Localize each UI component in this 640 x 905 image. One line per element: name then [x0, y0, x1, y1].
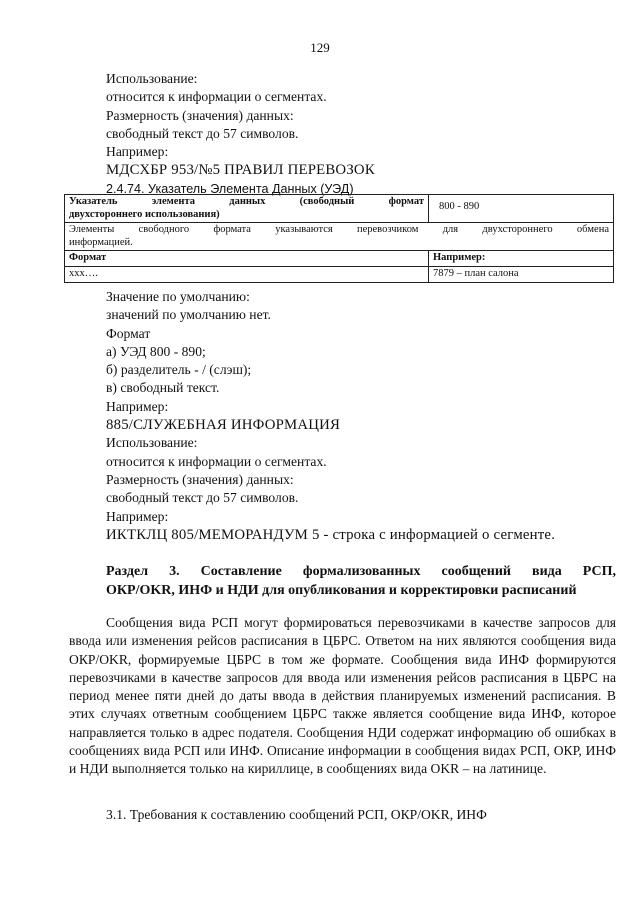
table-description-cell	[65, 223, 614, 251]
table-header-line2: двухстороннего использования)	[69, 208, 220, 220]
page-number: 129	[310, 40, 330, 55]
text-line: свободный текст до 57 символов.	[106, 125, 299, 141]
text-line: в) свободный текст.	[106, 380, 220, 396]
paragraph-text: Сообщения вида РСП могут формироваться перевозчиками в качестве запросов для ввода или изменения рейсов расписания в ЦБРС. Ответом на них являются сообщения вида ОКР/OKR, формируемые ЦБРС в том же формате. Сообщения вида ИНФ формируются перевозчиками в качестве запросов для ввода или изменения рейсов расписания в ЦБРС на период менее пяти дней до даты ввода в действия планируемых изменений расписания. В этих случаях ответным сообщением ЦБРС также является сообщение вида ИНФ, которое направляется только в адрес подателя. Сообщения НДИ содержат информацию об ошибках в сообщениях вида РСП или ИНФ. Описание информации в сообщения видах РСП, ОКР, ИНФ и НДИ выполняется только на кириллице, в сообщениях вида OKR – на латинице.	[69, 615, 616, 777]
section-heading-udt: 2.4.74. Указатель Элемента Данных (УЭД)	[106, 181, 354, 196]
table-header-cell	[65, 195, 429, 223]
data-element-table	[64, 194, 614, 283]
text-line: Например:	[106, 144, 169, 160]
table-format-label: Формат	[65, 251, 429, 267]
text-line: относится к информации о сегментах.	[106, 453, 327, 469]
text-line: Формат	[106, 325, 151, 341]
table-example-value: 7879 – план салона	[429, 266, 614, 282]
text-line: Размерность (значения) данных:	[106, 471, 294, 487]
example-line: 885/СЛУЖЕБНАЯ ИНФОРМАЦИЯ	[106, 417, 341, 434]
section-heading	[106, 562, 616, 600]
section-heading-line1: Раздел 3. Составление формализованных сообщений вида РСП,	[106, 564, 616, 579]
default-value-block	[106, 288, 586, 544]
text-line: б) разделитель - / (слэш);	[106, 362, 252, 378]
text-line: свободный текст до 57 символов.	[106, 490, 299, 506]
table-description-line2: информацией.	[69, 236, 133, 248]
example-line: МДСХБР 953/№5 ПРАВИЛ ПЕРЕВОЗОК	[106, 162, 375, 179]
table-format-value: ххх….	[65, 266, 429, 282]
text-line: относится к информации о сегментах.	[106, 89, 327, 105]
table-description-line1: Элементы свободного формата указываются перевозчиком для двухстороннего обмена	[69, 224, 609, 236]
text-line: Например:	[106, 398, 169, 414]
subsection-heading: 3.1. Требования к составлению сообщений РСП, ОКР/OKR, ИНФ	[106, 807, 487, 822]
text-line: значений по умолчанию нет.	[106, 307, 271, 323]
table-range-cell: 800 - 890	[429, 195, 614, 223]
text-line: Например:	[106, 508, 169, 524]
text-line: а) УЭД 800 - 890;	[106, 343, 206, 359]
table-header-line1: Указатель элемента данных (свободный формат	[69, 196, 424, 207]
example-line: ИКТКЛЦ 805/МЕМОРАНДУМ 5 - строка с информацией о сегменте.	[106, 526, 556, 543]
text-line: Значение по умолчанию:	[106, 289, 250, 304]
text-line: Использование:	[106, 435, 198, 451]
section-heading-line2: ОКР/OKR, ИНФ и НДИ для опубликования и корректировки расписаний	[106, 583, 577, 598]
body-paragraph	[69, 614, 616, 779]
table-example-label: Например:	[429, 251, 614, 267]
top-usage-block	[106, 70, 586, 198]
text-line: Размерность (значения) данных:	[106, 107, 294, 123]
text-line: Использование:	[106, 71, 198, 86]
